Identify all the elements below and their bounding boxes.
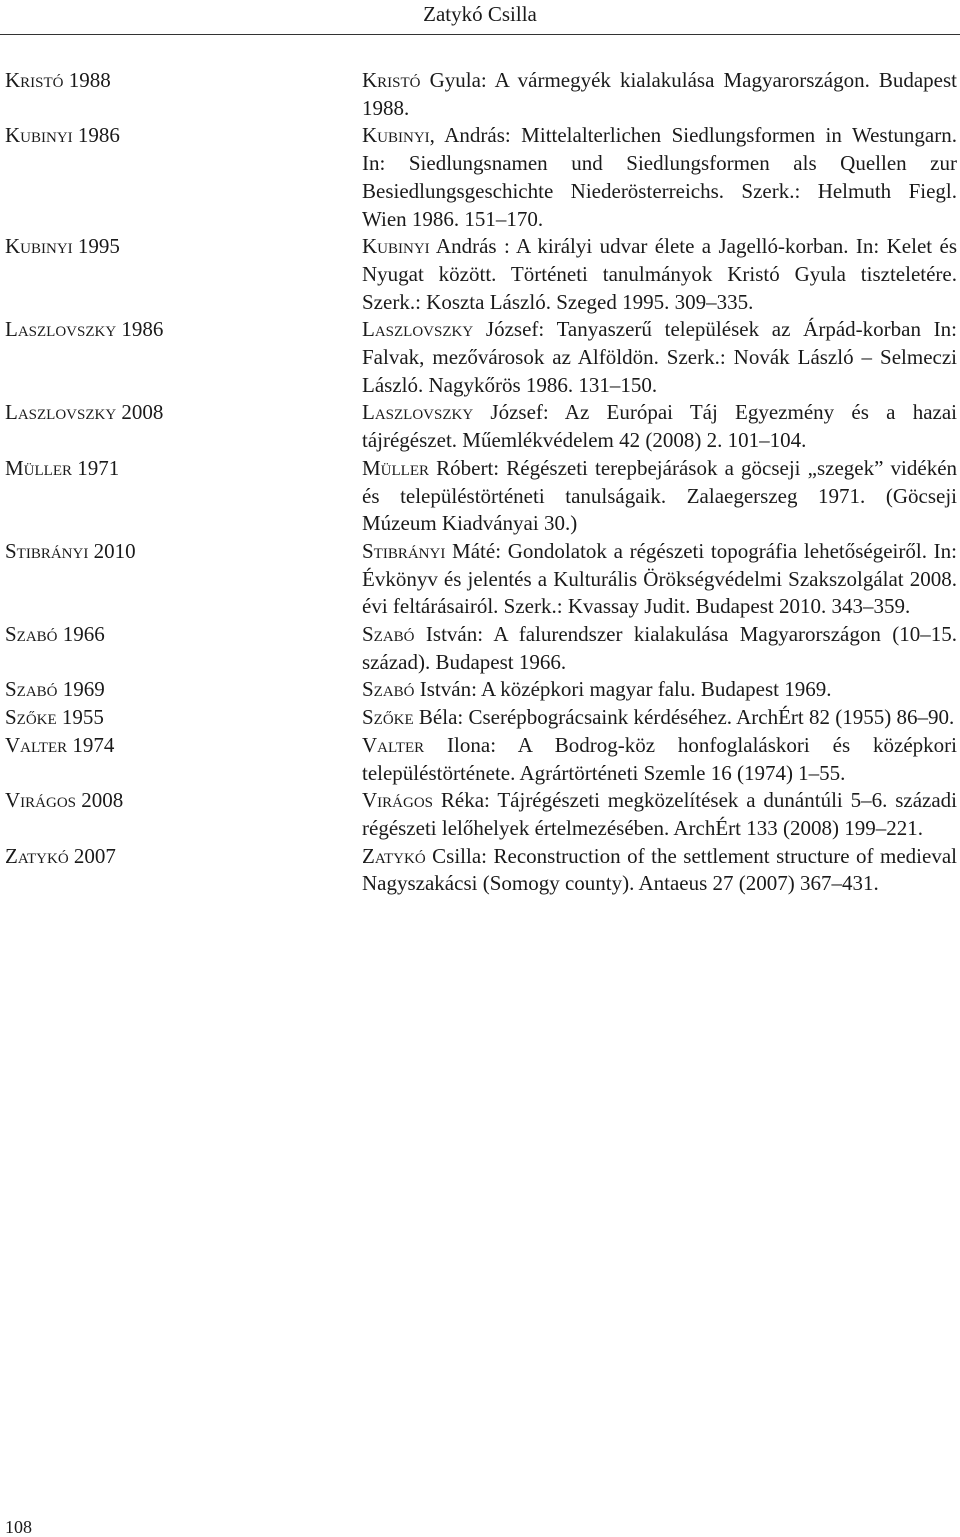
reference-text: [362, 122, 957, 233]
reference-details: Róbert: Régészeti terepbejárások a göcseji „szegek” vidékén és településtörténeti tanulságaik. Zalaegerszeg 1971. (Göcseji Múzeum Kiadványai 30.): [362, 455, 958, 536]
bibliography-entry-muller-1971: [5, 455, 957, 538]
citation-key-year: 2010: [93, 538, 136, 563]
citation-key: [5, 704, 362, 732]
reference-author: Virágos: [362, 788, 434, 813]
reference-text: [362, 399, 957, 454]
header-rule: [0, 34, 960, 35]
reference-text: [362, 732, 957, 787]
bibliography-entry-szabo-1969: [5, 676, 957, 704]
reference-author: Szabó: [362, 677, 415, 702]
bibliography-entry-szabo-1966: [5, 621, 957, 676]
citation-key: [5, 233, 362, 316]
citation-key-author: Virágos: [5, 788, 77, 813]
reference-author: Kubinyi: [362, 234, 430, 259]
page-number: 108: [5, 1517, 32, 1537]
citation-key-year: 1986: [77, 123, 120, 148]
citation-key: [5, 843, 362, 898]
bibliography-entry-laszlovszky-2008: [5, 399, 957, 454]
citation-key: [5, 732, 362, 787]
citation-key-author: Kristó: [5, 68, 64, 92]
citation-key-year: 1971: [77, 455, 120, 480]
reference-details: István: A középkori magyar falu. Budapest 1969.: [419, 677, 832, 702]
bibliography-list: [5, 67, 957, 898]
citation-key-author: Zatykó: [5, 843, 69, 868]
reference-text: [362, 621, 957, 676]
citation-key-author: Laszlovszky: [5, 317, 117, 342]
citation-key-author: Szőke: [5, 705, 57, 730]
reference-author: Szőke: [362, 705, 414, 730]
citation-key-author: Kubinyi: [5, 234, 73, 259]
reference-details: , András: Mittelalterlichen Siedlungsformen in Westungarn. In: Siedlungsnamen und Siedlungsformen als Quellen zur Besiedlungsgeschichte Niederösterreichs. Szerk.: Helmuth Fiegl. Wien 1986. 151–170.: [362, 123, 957, 231]
reference-author: Kristó: [362, 68, 421, 92]
citation-key-year: 2007: [73, 843, 116, 868]
bibliography-entry-valter-1974: [5, 732, 957, 787]
reference-text: [362, 843, 957, 898]
reference-details: József: Az Európai Táj Egyezmény és a hazai tájrégészet. Műemlékvédelem 42 (2008) 2. 101–104.: [362, 400, 957, 453]
citation-key-year: 1988: [68, 68, 111, 92]
citation-key: [5, 538, 362, 621]
citation-key-year: 1986: [121, 317, 164, 342]
bibliography-entry-kubinyi-1995: [5, 233, 957, 316]
citation-key-year: 1974: [72, 732, 115, 757]
citation-key-author: Szabó: [5, 622, 58, 647]
citation-key-author: Valter: [5, 732, 68, 757]
bibliography-entry-stibranyi-2010: [5, 538, 957, 621]
reference-text: [362, 538, 957, 621]
reference-author: Laszlovszky: [362, 317, 474, 342]
citation-key-author: Laszlovszky: [5, 400, 117, 425]
reference-text: [362, 676, 957, 704]
bibliography-entry-szoke-1955: [5, 704, 957, 732]
reference-details: József: Tanyaszerű települések az Árpád-korban In: Falvak, mezővárosok az Alföldön. Szerk.: Novák László – Selmeczi László. Nagykőrös 1986. 131–150.: [362, 317, 957, 397]
citation-key-author: Stibrányi: [5, 538, 89, 563]
reference-author: Kubinyi: [362, 123, 430, 148]
citation-key-year: 1995: [77, 234, 120, 259]
reference-text: [362, 233, 957, 316]
bibliography-entry-zatyko-2007: [5, 843, 957, 898]
reference-details: András : A királyi udvar élete a Jagelló-korban. In: Kelet és Nyugat között. Történeti tanulmányok Kristó Gyula tiszteletére. Szerk.: Koszta László. Szeged 1995. 309–335.: [362, 234, 957, 314]
running-head-title: Zatykó Csilla: [423, 2, 537, 26]
citation-key-author: Müller: [5, 455, 72, 480]
citation-key: [5, 316, 362, 399]
reference-author: Laszlovszky: [362, 400, 474, 425]
citation-key: [5, 455, 362, 538]
citation-key: [5, 621, 362, 676]
reference-author: Valter: [362, 732, 425, 757]
bibliography-entry-kubinyi-1986: [5, 122, 957, 233]
citation-key-year: 2008: [81, 788, 124, 813]
citation-key-year: 1966: [62, 622, 105, 647]
reference-details: Csilla: Reconstruction of the settlement structure of medieval Nagyszakácsi (Somogy county). Antaeus 27 (2007) 367–431.: [362, 843, 957, 896]
reference-details: István: A falurendszer kialakulása Magyarországon (10–15. század). Budapest 1966.: [362, 622, 958, 674]
citation-key: [5, 787, 362, 842]
reference-details: Máté: Gondolatok a régészeti topográfia lehetőségeiről. In: Évkönyv és jelentés a Kulturális Örökségvédelmi Szakszolgálat 2008. évi feltárásairól. Szerk.: Kvassay Judit. Budapest 2010. 343–359.: [362, 538, 957, 619]
citation-key: [5, 676, 362, 704]
reference-details: Réka: Tájrégészeti megközelítések a dunántúli 5–6. századi régészeti lelőhelyek értelmezésében. ArchÉrt 133 (2008) 199–221.: [362, 788, 957, 840]
reference-text: [362, 316, 957, 399]
citation-key: [5, 67, 362, 122]
reference-author: Zatykó: [362, 843, 426, 868]
reference-author: Szabó: [362, 622, 415, 647]
bibliography-entry-laszlovszky-1986: [5, 316, 957, 399]
reference-text: [362, 704, 957, 732]
citation-key: [5, 122, 362, 233]
citation-key: [5, 399, 362, 454]
reference-details: Béla: Cserépbográcsaink kérdéséhez. ArchÉrt 82 (1955) 86–90.: [418, 705, 955, 730]
citation-key-year: 1955: [61, 705, 104, 730]
reference-text: [362, 455, 957, 538]
reference-text: [362, 787, 957, 842]
citation-key-author: Kubinyi: [5, 123, 73, 148]
reference-author: Stibrányi: [362, 538, 446, 563]
reference-text: [362, 67, 957, 122]
citation-key-year: 2008: [121, 400, 164, 425]
citation-key-author: Szabó: [5, 677, 58, 702]
bibliography-entry-viragos-2008: [5, 787, 957, 842]
bibliography-entry-kristo-1988: [5, 67, 957, 122]
reference-details: Ilona: A Bodrog-köz honfoglaláskori és középkori településtörténete. Agrártörténeti Szemle 16 (1974) 1–55.: [362, 732, 958, 785]
citation-key-year: 1969: [62, 677, 105, 702]
reference-author: Müller: [362, 455, 429, 480]
reference-details: Gyula: A vármegyék kialakulása Magyarországon. Budapest 1988.: [362, 68, 958, 120]
